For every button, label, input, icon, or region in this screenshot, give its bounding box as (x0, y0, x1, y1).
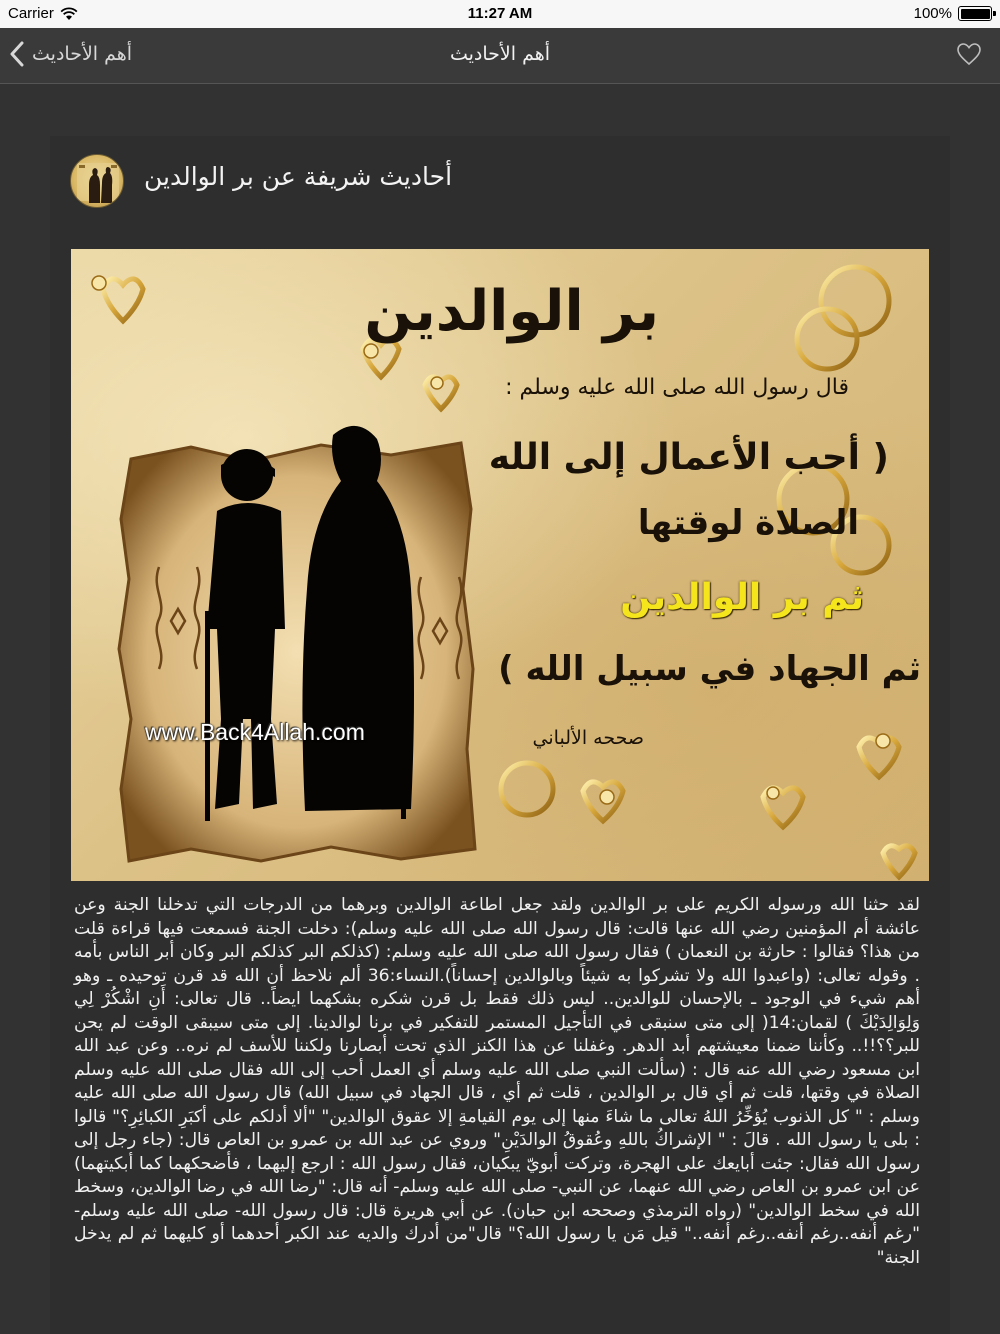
status-bar (0, 0, 1000, 28)
image-signature: صححه الألباني (532, 727, 644, 749)
back-button-label: أهم الأحاديث (32, 43, 133, 65)
battery-icon (958, 6, 992, 21)
image-line-1: ( أحب الأعمال إلى الله (488, 437, 889, 478)
navigation-bar (0, 28, 1000, 84)
image-line-3: ثم بر الوالدين (620, 577, 864, 618)
avatar (70, 154, 124, 208)
post-title: أحاديث شريفة عن بر الوالدين (144, 162, 453, 191)
image-line-2: الصلاة لوقتها (637, 503, 859, 543)
image-watermark: www.Back4Allah.com (145, 719, 365, 745)
post-header (70, 154, 930, 210)
post-body: لقد حثنا الله ورسوله الكريم على بر الوالدين ولقد جعل اطاعة الوالدين وبرهما من الدرجات التي تدخلنا الجنة وعن عائشة أم المؤمنين رضي الله عنها قالت: قال رسول الله صلى الله عليه وسلم): دخلت الجنة فسمعت فيها قراءة قلت من هذا؟ فقالوا : حارثة بن النعمان ) فقال رسول الله صلى الله عليه وسلم: (كذلكم البر كذلكم البر وكان أبر الناس بأمه . وقوله تعالى: (واعبدوا الله ولا تشركوا به شيئاً وبالوالدين إحساناً).النساء:36 ألم نلاحظ أن الله قد قرن توحيده ـ وهو أهم شيء في الوجود ـ بالإحسان للوالدين.. ليس ذلك فقط بل قرن شكره بشكهما ايضاً.. قال تعالى: أَنِ اشْكُرْ لِي وَلِوَالِدَيْكَ ) لقمان:14( إلى متى سنبقى في التأجيل المستمر للتفكير في برنا لوالدينا. إلى متى سيبقى الوقت لم يحن للبر؟؟!!.. وكأننا ضمنا معيشتهم أبد الدهر. وغفلنا عن هذا الكنز الذي تحت أبصارنا ولكننا للأسف لم نره.. وعن عبد الله ابن مسعود رضي الله عنه قال : (سألت النبي صلى الله عليه وسلم أي العمل أحب إلى الله فقال صلى الله عليه وسلم الصلاة في وقتها، قلت ثم أي قال بر الوالدين ، قلت ثم أي ، قال الجهاد في سبيل الله) قال رسول الله صلى الله عليه وسلم : " كل الذنوب يُؤخِّرُ اللهُ تعالى ما شاءَ منها إلى يوم القيامةِ إلا عقوق الوالدين" "ألا أدلكم على أكبَرِ الكبائِرِ؟" قالوا : بلى يا رسول الله . قالَ : " الإشراكُ باللهِ وعُقوقُ الوالدَيْنِ" وروي عن عبد الله بن عمرو بن العاص قال: (جاء رجل إلى رسول الله فقال: جئت أبايعك على الهجرة، وتركت أبويّ يبكيان، فقال رسول الله : ارجع إليهما ، فأضحكهما كما أبكيتهما) عن ابن عمرو بن العاص رضي الله عنهما، عن النبي- صلى الله عليه وسلم- أنه قال: "رضا الله في رضا الوالدين، وسخط الله في سخط الوالدين" (رواه الترمذي وصححه ابن حبان). عن أبي هريرة قال: قال رسول الله- صلى الله عليه وسلم-"رغم أنفه..رغم أنفه..رغم أنفه.." قيل مَن يا رسول الله؟" قال"من أدرك والديه عند الكبر أحدهما أو كليهما ثم لم يدخل الجنة" (74, 895, 920, 1268)
image-line-4: ثم الجهاد في سبيل الله ) (498, 649, 921, 689)
battery-percentage: 100% (913, 5, 952, 22)
battery-indicator (914, 5, 992, 22)
heart-outline-icon (956, 42, 982, 66)
image-title: بر الوالدين (364, 279, 659, 344)
carrier-label: Carrier (8, 5, 54, 22)
clock: 11:27 AM (467, 5, 533, 22)
post-card (50, 136, 950, 1334)
post-image (71, 249, 929, 881)
page-title: أهم الأحاديث (449, 43, 551, 65)
favorite-button[interactable] (956, 42, 982, 70)
image-subtitle: قال رسول الله صلى الله عليه وسلم : (505, 375, 849, 400)
